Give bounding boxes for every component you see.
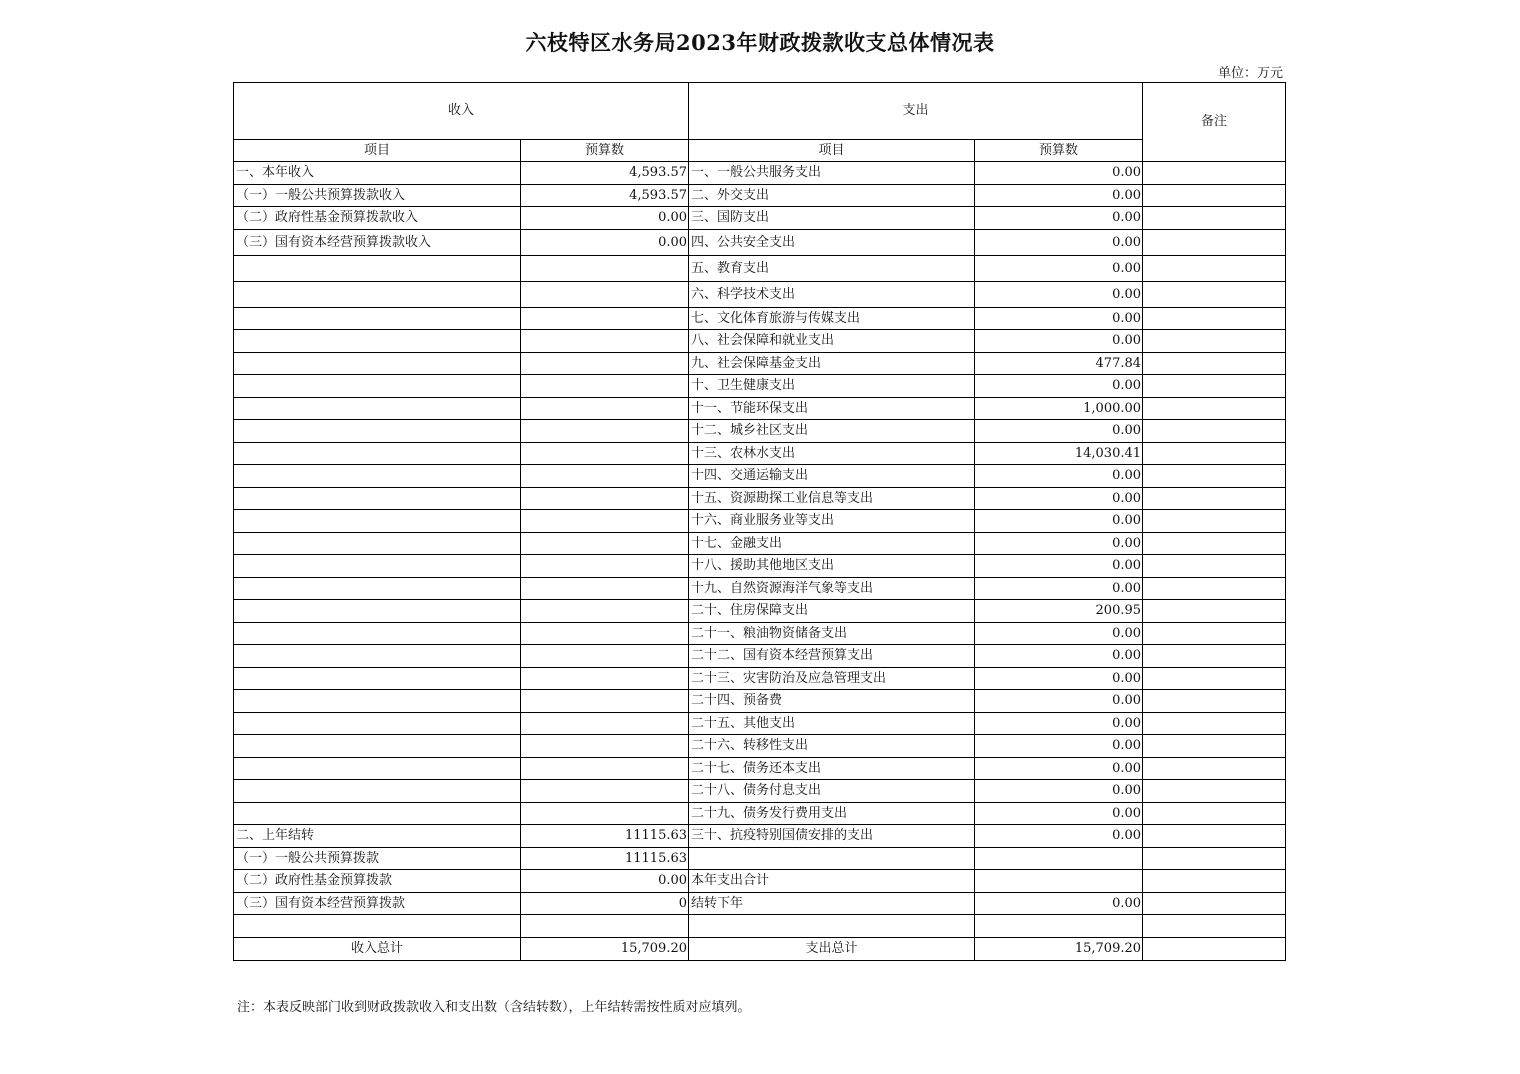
income-value-cell [521,375,689,398]
income-value-cell [521,915,689,938]
income-value-cell [521,735,689,758]
income-value-cell [521,397,689,420]
expense-item-cell: 十六、商业服务业等支出 [689,510,975,533]
income-item-cell [234,645,521,668]
expense-value-cell: 0.00 [975,465,1143,488]
income-item-header: 项目 [234,140,521,162]
expense-item-cell: 九、社会保障基金支出 [689,352,975,375]
income-value-cell [521,281,689,307]
income-value-cell [521,487,689,510]
expense-item-cell: 二十二、国有资本经营预算支出 [689,645,975,668]
income-value-cell [521,352,689,375]
income-value-cell [521,802,689,825]
income-value-cell: 4,593.57 [521,162,689,185]
expense-total-value: 15,709.20 [975,937,1143,960]
income-budget-header: 预算数 [521,140,689,162]
income-item-cell: （三）国有资本经营预算拨款 [234,892,521,915]
remark-cell [1143,330,1286,353]
table-row [234,510,1286,533]
income-value-cell [521,577,689,600]
expense-value-cell: 0.00 [975,487,1143,510]
expense-value-cell: 0.00 [975,892,1143,915]
expense-value-cell: 0.00 [975,712,1143,735]
remark-cell [1143,847,1286,870]
expense-value-cell: 477.84 [975,352,1143,375]
table-row [234,487,1286,510]
income-value-cell [521,442,689,465]
expense-item-cell: 三、国防支出 [689,207,975,230]
expense-value-cell: 0.00 [975,184,1143,207]
income-value-cell [521,532,689,555]
remark-cell [1143,600,1286,623]
remark-cell [1143,307,1286,330]
expense-item-cell: 二十五、其他支出 [689,712,975,735]
income-item-cell [234,397,521,420]
expense-value-cell: 0.00 [975,645,1143,668]
expense-item-cell: 六、科学技术支出 [689,281,975,307]
remark-cell [1143,375,1286,398]
income-item-cell [234,375,521,398]
expense-item-cell: 二十七、债务还本支出 [689,757,975,780]
table-row [234,667,1286,690]
income-item-cell [234,307,521,330]
income-item-cell [234,622,521,645]
income-item-cell [234,735,521,758]
table-row [234,780,1286,803]
income-item-cell [234,780,521,803]
table-row [234,375,1286,398]
table-row [234,442,1286,465]
table-row [234,915,1286,938]
income-value-cell [521,600,689,623]
expense-header: 支出 [689,83,1143,140]
table-row [234,207,1286,230]
remark-cell [1143,757,1286,780]
income-item-cell: （三）国有资本经营预算拨款收入 [234,229,521,255]
table-row [234,330,1286,353]
expense-value-cell: 0.00 [975,577,1143,600]
income-item-cell [234,442,521,465]
remark-cell [1143,690,1286,713]
remark-cell [1143,255,1286,281]
expense-item-cell: 十五、资源勘探工业信息等支出 [689,487,975,510]
income-item-cell [234,690,521,713]
expense-item-cell [689,847,975,870]
income-value-cell [521,307,689,330]
remark-cell [1143,397,1286,420]
income-value-cell [521,712,689,735]
expense-item-cell [689,915,975,938]
remark-cell [1143,780,1286,803]
income-item-cell [234,465,521,488]
expense-value-cell: 14,030.41 [975,442,1143,465]
expense-item-cell: 五、教育支出 [689,255,975,281]
table-row [234,847,1286,870]
remark-cell [1143,207,1286,230]
expense-item-cell: 十三、农林水支出 [689,442,975,465]
table-row [234,229,1286,255]
expense-budget-header: 预算数 [975,140,1143,162]
remark-cell [1143,712,1286,735]
expense-value-cell: 0.00 [975,780,1143,803]
income-item-cell: （二）政府性基金预算拨款 [234,870,521,893]
income-value-cell [521,667,689,690]
budget-table [233,82,1286,961]
income-value-cell [521,757,689,780]
expense-item-cell: 二十八、债务付息支出 [689,780,975,803]
table-row [234,420,1286,443]
income-item-cell [234,757,521,780]
income-item-cell [234,802,521,825]
remark-cell [1143,735,1286,758]
expense-value-cell [975,915,1143,938]
expense-total-label: 支出总计 [689,937,975,960]
table-row [234,757,1286,780]
expense-item-cell: 二十六、转移性支出 [689,735,975,758]
income-total-value: 15,709.20 [521,937,689,960]
footnote: 注：本表反映部门收到财政拨款收入和支出数（含结转数），上年结转需按性质对应填列。 [237,1000,751,1015]
expense-value-cell: 0.00 [975,757,1143,780]
income-value-cell [521,622,689,645]
income-value-cell [521,510,689,533]
expense-item-cell: 二十九、债务发行费用支出 [689,802,975,825]
income-value-cell [521,555,689,578]
expense-item-cell: 本年支出合计 [689,870,975,893]
table-row [234,735,1286,758]
expense-value-cell: 0.00 [975,281,1143,307]
expense-value-cell: 1,000.00 [975,397,1143,420]
table-row [234,712,1286,735]
income-item-cell: （一）一般公共预算拨款收入 [234,184,521,207]
table-row [234,184,1286,207]
expense-item-cell: 十四、交通运输支出 [689,465,975,488]
table-row [234,555,1286,578]
income-total-label: 收入总计 [234,937,521,960]
expense-value-cell: 0.00 [975,690,1143,713]
income-item-cell [234,712,521,735]
expense-item-cell: 二十一、粮油物资储备支出 [689,622,975,645]
table-row [234,892,1286,915]
income-value-cell [521,420,689,443]
income-header: 收入 [234,83,689,140]
table-row [234,397,1286,420]
income-item-cell: （一）一般公共预算拨款 [234,847,521,870]
income-value-cell: 0.00 [521,229,689,255]
expense-item-cell: 一、一般公共服务支出 [689,162,975,185]
expense-value-cell: 0.00 [975,667,1143,690]
table-row [234,255,1286,281]
remark-cell [1143,532,1286,555]
remark-cell [1143,555,1286,578]
expense-item-cell: 八、社会保障和就业支出 [689,330,975,353]
remark-cell [1143,465,1286,488]
remark-cell [1143,667,1286,690]
income-value-cell: 0.00 [521,207,689,230]
expense-item-cell: 七、文化体育旅游与传媒支出 [689,307,975,330]
expense-item-cell: 十七、金融支出 [689,532,975,555]
expense-item-cell: 结转下年 [689,892,975,915]
expense-item-cell: 十八、援助其他地区支出 [689,555,975,578]
income-value-cell [521,780,689,803]
income-item-cell [234,255,521,281]
table-row [234,281,1286,307]
income-item-cell: 一、本年收入 [234,162,521,185]
remark-cell [1143,622,1286,645]
income-item-cell [234,555,521,578]
expense-value-cell: 0.00 [975,510,1143,533]
income-item-cell [234,577,521,600]
expense-value-cell [975,870,1143,893]
table-row [234,577,1286,600]
remark-cell [1143,487,1286,510]
remark-cell [1143,577,1286,600]
income-value-cell: 0.00 [521,870,689,893]
table-row [234,645,1286,668]
expense-value-cell: 0.00 [975,330,1143,353]
table-row [234,622,1286,645]
expense-value-cell: 0.00 [975,802,1143,825]
income-item-cell: （二）政府性基金预算拨款收入 [234,207,521,230]
remark-cell [1143,937,1286,960]
income-value-cell [521,255,689,281]
expense-value-cell: 0.00 [975,207,1143,230]
income-item-cell [234,532,521,555]
total-row [234,937,1286,960]
remark-cell [1143,915,1286,938]
unit-label: 单位：万元 [1217,66,1283,81]
expense-item-cell: 十二、城乡社区支出 [689,420,975,443]
income-item-cell [234,352,521,375]
expense-item-cell: 二十四、预备费 [689,690,975,713]
expense-value-cell: 0.00 [975,555,1143,578]
expense-item-cell: 二十、住房保障支出 [689,600,975,623]
remark-cell [1143,802,1286,825]
expense-value-cell: 0.00 [975,229,1143,255]
expense-item-cell: 十、卫生健康支出 [689,375,975,398]
table-row [234,870,1286,893]
table-row [234,352,1286,375]
expense-item-header: 项目 [689,140,975,162]
income-item-cell [234,915,521,938]
expense-item-cell: 三十、抗疫特别国债安排的支出 [689,825,975,848]
expense-value-cell: 0.00 [975,622,1143,645]
expense-item-cell: 四、公共安全支出 [689,229,975,255]
expense-value-cell: 0.00 [975,307,1143,330]
expense-item-cell: 十一、节能环保支出 [689,397,975,420]
income-item-cell [234,330,521,353]
income-value-cell [521,330,689,353]
expense-item-cell: 十九、自然资源海洋气象等支出 [689,577,975,600]
income-item-cell [234,600,521,623]
expense-value-cell: 0.00 [975,735,1143,758]
remark-cell [1143,825,1286,848]
income-item-cell [234,420,521,443]
income-item-cell [234,281,521,307]
expense-value-cell: 0.00 [975,420,1143,443]
table-row [234,465,1286,488]
remark-cell [1143,281,1286,307]
income-item-cell [234,487,521,510]
remark-cell [1143,229,1286,255]
income-value-cell [521,690,689,713]
table-row [234,802,1286,825]
table-row [234,532,1286,555]
expense-value-cell: 0.00 [975,532,1143,555]
expense-value-cell [975,847,1143,870]
remark-cell [1143,184,1286,207]
page-title: 六枝特区水务局2023年财政拨款收支总体情况表 [525,30,995,55]
remark-cell [1143,870,1286,893]
expense-value-cell: 0.00 [975,162,1143,185]
income-item-cell: 二、上年结转 [234,825,521,848]
income-item-cell [234,667,521,690]
income-value-cell: 4,593.57 [521,184,689,207]
income-value-cell [521,465,689,488]
table-row [234,690,1286,713]
income-value-cell: 11115.63 [521,825,689,848]
expense-item-cell: 二、外交支出 [689,184,975,207]
expense-value-cell: 0.00 [975,825,1143,848]
remark-cell [1143,442,1286,465]
income-value-cell: 0 [521,892,689,915]
income-value-cell [521,645,689,668]
table-row [234,307,1286,330]
remark-cell [1143,645,1286,668]
expense-value-cell: 0.00 [975,375,1143,398]
expense-value-cell: 0.00 [975,255,1143,281]
remark-header: 备注 [1143,83,1286,162]
table-row [234,825,1286,848]
table-row [234,162,1286,185]
remark-cell [1143,162,1286,185]
table-row [234,600,1286,623]
remark-cell [1143,352,1286,375]
income-value-cell: 11115.63 [521,847,689,870]
remark-cell [1143,420,1286,443]
remark-cell [1143,510,1286,533]
expense-value-cell: 200.95 [975,600,1143,623]
expense-item-cell: 二十三、灾害防治及应急管理支出 [689,667,975,690]
income-item-cell [234,510,521,533]
remark-cell [1143,892,1286,915]
